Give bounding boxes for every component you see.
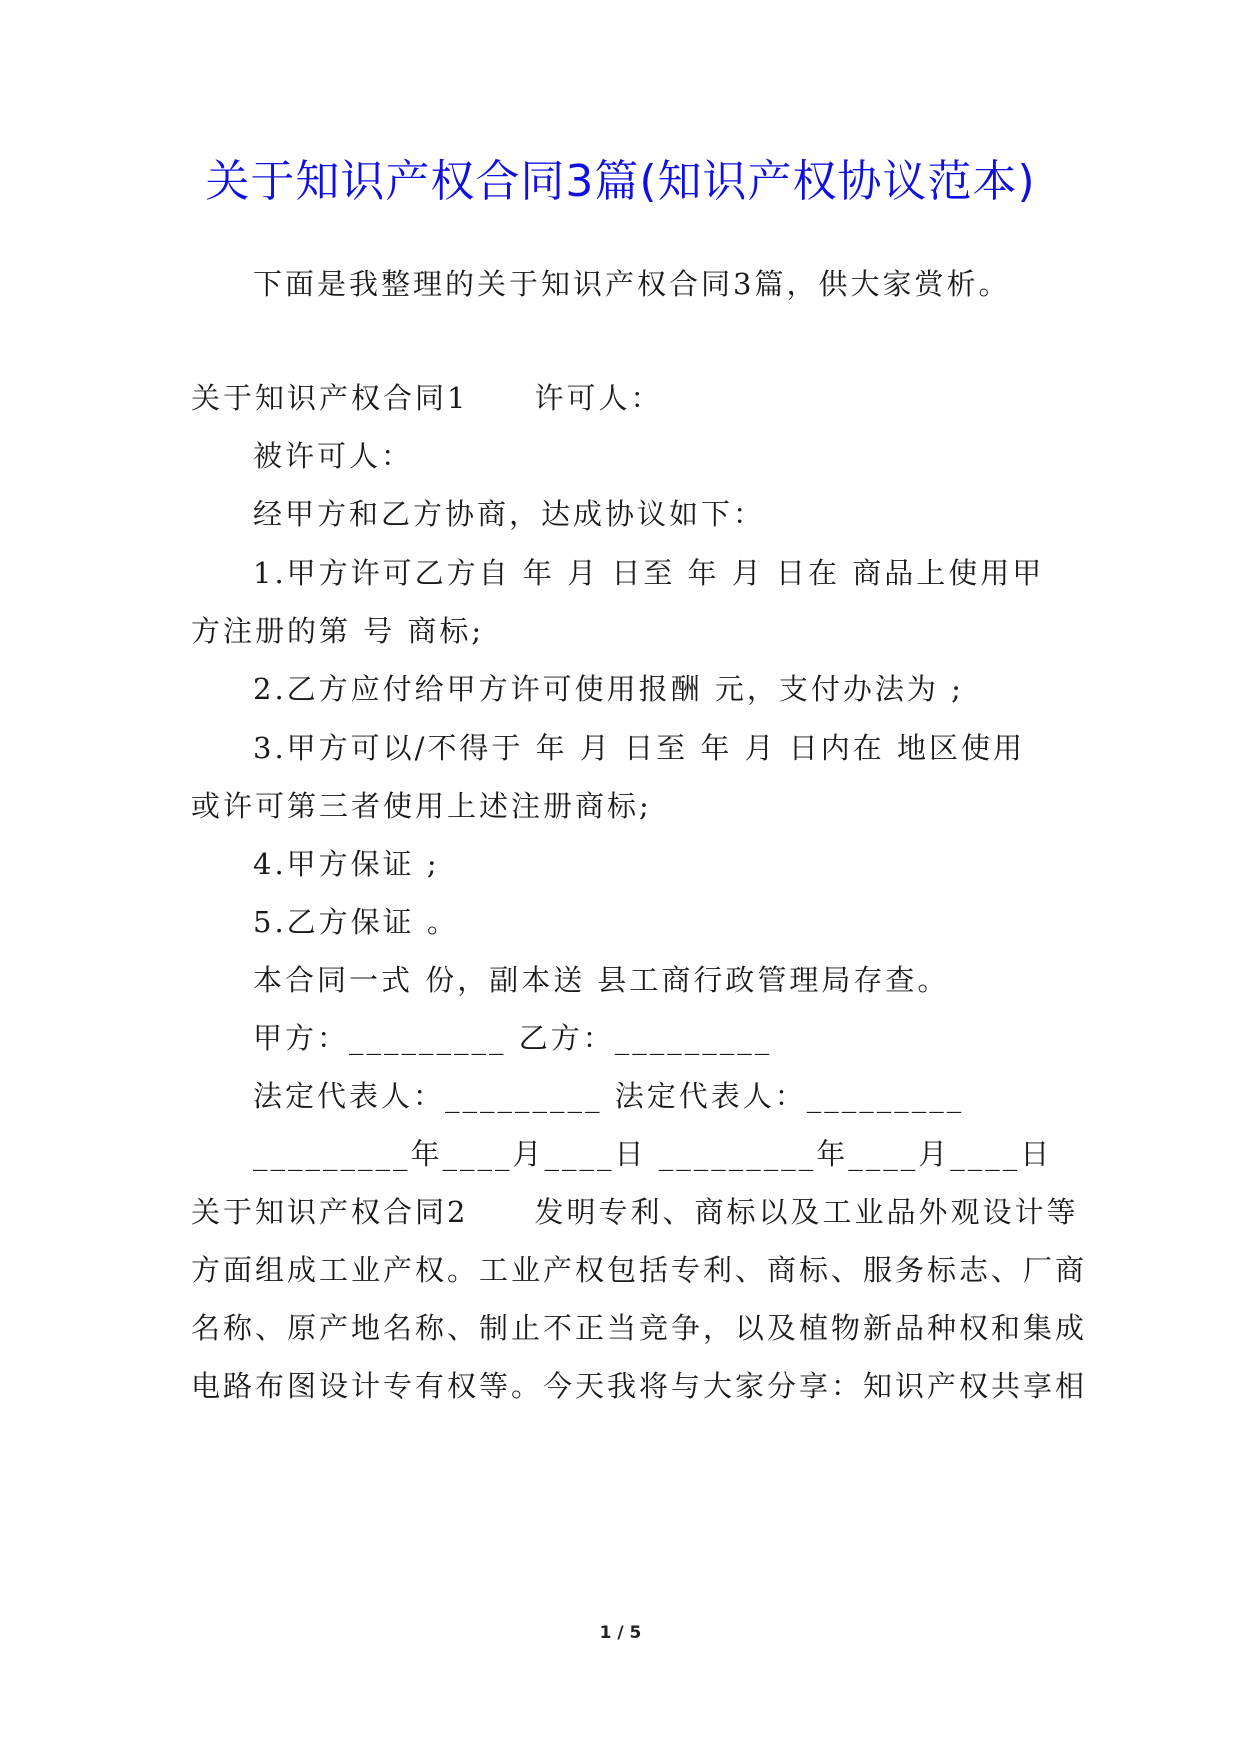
- section2-heading: 关于知识产权合同2: [191, 1195, 469, 1229]
- clause-1-line-2: 方注册的第 号 商标;: [191, 614, 485, 648]
- section1-heading: 关于知识产权合同1: [191, 381, 469, 415]
- clause-1-line-1: 1.甲方许可乙方自 年 月 日至 年 月 日在 商品上使用甲: [253, 556, 1045, 590]
- section2-line-2: 方面组成工业产权。工业产权包括专利、商标、服务标志、厂商: [191, 1253, 1088, 1287]
- clause-4: 4.甲方保证 ;: [253, 847, 440, 881]
- document-title: 关于知识产权合同3篇(知识产权协议范本): [205, 156, 1036, 207]
- section2-line-4: 电路布图设计专有权等。今天我将与大家分享：知识产权共享相: [191, 1369, 1088, 1403]
- section2-heading-line: [191, 1192, 1078, 1232]
- section2-line-3: 名称、原产地名称、制止不正当竞争，以及植物新品种权和集成: [191, 1311, 1088, 1345]
- representatives-signature-line: 法定代表人：_________ 法定代表人：_________: [253, 1079, 965, 1113]
- clause-3-line-2: 或许可第三者使用上述注册商标;: [191, 789, 652, 823]
- copies-clause: 本合同一式 份，副本送 县工商行政管理局存查。: [253, 963, 950, 997]
- agreement-line: 经甲方和乙方协商，达成协议如下：: [253, 497, 766, 531]
- page-number: 1 / 5: [599, 1623, 642, 1643]
- licensee-label: 被许可人：: [253, 439, 414, 473]
- parties-signature-line: 甲方：_________ 乙方：_________: [253, 1021, 773, 1055]
- licensor-label: 许可人：: [534, 381, 663, 415]
- clause-5: 5.乙方保证 。: [253, 905, 459, 939]
- section1-heading-line: [191, 378, 662, 418]
- clause-3-line-1: 3.甲方可以/不得于 年 月 日至 年 月 日内在 地区使用: [253, 731, 1025, 765]
- intro-paragraph: 下面是我整理的关于知识产权合同3篇，供大家赏析。: [253, 267, 1011, 301]
- clause-2: 2.乙方应付给甲方许可使用报酬 元，支付办法为 ;: [253, 672, 964, 706]
- section2-line-1: 发明专利、商标以及工业品外观设计等: [534, 1195, 1079, 1229]
- dates-signature-line: _________年____月____日 _________年____月____日: [253, 1137, 1053, 1171]
